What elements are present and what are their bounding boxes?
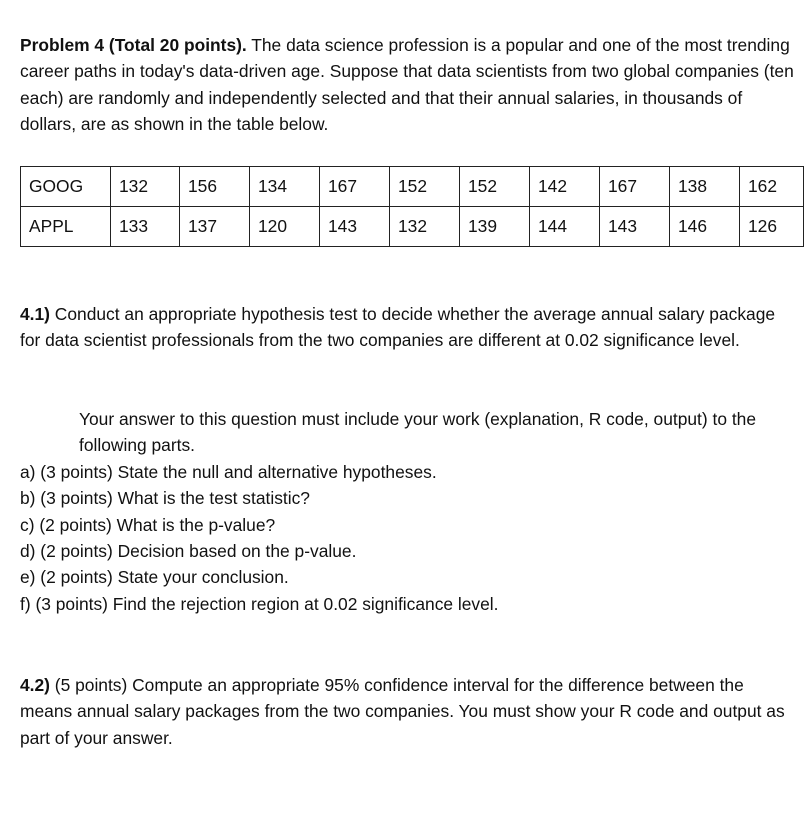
table-cell: 167 bbox=[320, 167, 390, 207]
table-cell: 143 bbox=[320, 207, 390, 247]
table-cell: 156 bbox=[180, 167, 250, 207]
question-4-1-text: Conduct an appropriate hypothesis test to decide whether the average annual salary package for data scientist professionals from the two companies are different at 0.02 significance level. bbox=[20, 304, 776, 351]
problem-intro bbox=[20, 32, 800, 138]
table-cell: 137 bbox=[180, 207, 250, 247]
table-row-goog bbox=[21, 167, 804, 207]
part-d: d) (2 points) Decision based on the p-value. bbox=[20, 541, 357, 562]
table-cell: 167 bbox=[600, 167, 670, 207]
question-4-1-number: 4.1) bbox=[20, 304, 50, 324]
table-cell: 152 bbox=[390, 167, 460, 207]
table-cell: 132 bbox=[390, 207, 460, 247]
question-4-2-text: (5 points) Compute an appropriate 95% confidence interval for the difference between the means annual salary packages from the two companies. You must show your R code and output as part of your answer. bbox=[20, 675, 785, 748]
part-b: b) (3 points) What is the test statistic? bbox=[20, 488, 310, 509]
table-cell: 152 bbox=[460, 167, 530, 207]
problem-intro-text: The data science profession is a popular and one of the most trending career paths in today's data-driven age. Suppose that data scientists from two global companies (ten each) are randomly and independently selected and that their annual salaries, in thousands of dollars, are as shown in the table below. bbox=[20, 35, 794, 135]
question-4-2-number: 4.2) bbox=[20, 675, 50, 695]
row-label-goog: GOOG bbox=[21, 167, 111, 207]
part-f: f) (3 points) Find the rejection region at 0.02 significance level. bbox=[20, 593, 499, 614]
table-cell: 142 bbox=[530, 167, 600, 207]
part-e: e) (2 points) State your conclusion. bbox=[20, 567, 289, 588]
table-cell: 139 bbox=[460, 207, 530, 247]
problem-heading: Problem 4 (Total 20 points). bbox=[20, 35, 247, 55]
question-4-1 bbox=[20, 301, 800, 354]
table-row-appl bbox=[21, 207, 804, 247]
salary-table bbox=[20, 166, 804, 247]
table-cell: 143 bbox=[600, 207, 670, 247]
table-cell: 133 bbox=[111, 207, 180, 247]
question-4-2 bbox=[20, 672, 800, 751]
part-c: c) (2 points) What is the p-value? bbox=[20, 514, 276, 535]
table-cell: 146 bbox=[670, 207, 740, 247]
answer-instructions bbox=[20, 406, 800, 617]
table-cell: 134 bbox=[250, 167, 320, 207]
instructions-lead: Your answer to this question must include your work (explanation, R code, output) to the following parts. bbox=[79, 409, 757, 456]
row-label-appl: APPL bbox=[21, 207, 111, 247]
table-cell: 144 bbox=[530, 207, 600, 247]
table-cell: 126 bbox=[740, 207, 804, 247]
table-cell: 132 bbox=[111, 167, 180, 207]
table-cell: 120 bbox=[250, 207, 320, 247]
table-cell: 138 bbox=[670, 167, 740, 207]
table-cell: 162 bbox=[740, 167, 804, 207]
part-a: a) (3 points) State the null and alternative hypotheses. bbox=[20, 461, 437, 482]
